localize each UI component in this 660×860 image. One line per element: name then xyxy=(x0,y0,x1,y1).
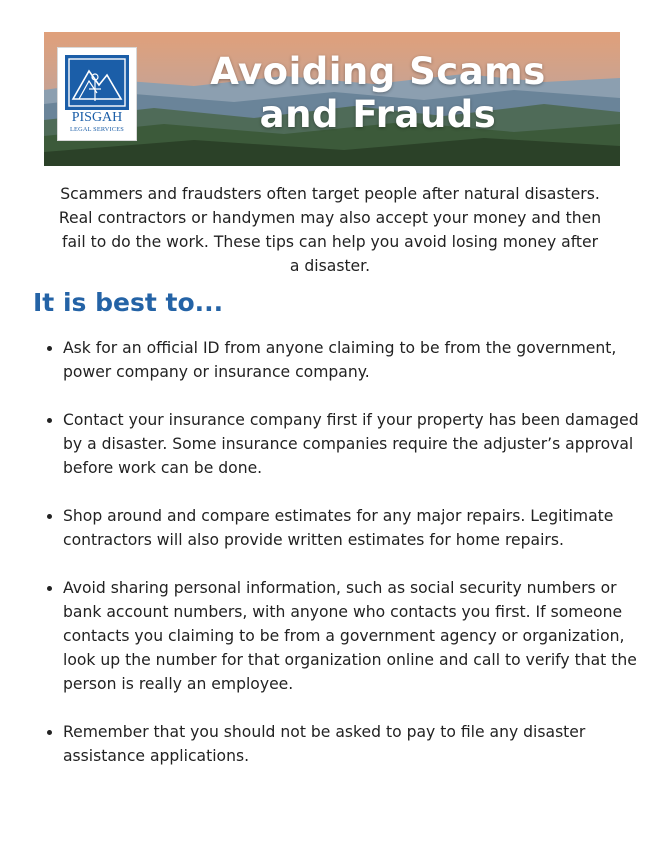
logo-subtitle: LEGAL SERVICES xyxy=(69,126,124,133)
list-item: Remember that you should not be asked to pay to file any disaster assistance applications. xyxy=(44,720,644,768)
pisgah-logo xyxy=(58,48,136,140)
list-item: Ask for an official ID from anyone claiming to be from the government, power company or insurance company. xyxy=(44,336,644,384)
mountain-logo-icon xyxy=(65,55,129,110)
page-title-line-1: Avoiding Scams xyxy=(210,50,546,93)
intro-paragraph: Scammers and fraudsters often target people after natural disasters. Real contractors or handymen may also accept your money and then fail to do the work. These tips can help you avoid losing money after a disaster. xyxy=(58,185,602,275)
list-item: Contact your insurance company first if your property has been damaged by a disaster. Some insurance companies require the adjuster’s approval before work can be done. xyxy=(44,408,644,480)
header-banner xyxy=(44,32,620,166)
list-item: Avoid sharing personal information, such as social security numbers or bank account numbers, with anyone who contacts you first. If someone contacts you claiming to be from a government agency or organization, look up the number for that organization online and call to verify that the person is really an employee. xyxy=(44,576,644,696)
list-item: Shop around and compare estimates for any major repairs. Legitimate contractors will also provide written estimates for home repairs. xyxy=(44,504,644,552)
tips-list xyxy=(44,336,644,768)
page-title xyxy=(148,50,608,136)
page-title-line-2: and Frauds xyxy=(259,93,497,136)
logo-name: PISGAH xyxy=(71,110,123,125)
section-heading: It is best to... xyxy=(33,288,224,317)
